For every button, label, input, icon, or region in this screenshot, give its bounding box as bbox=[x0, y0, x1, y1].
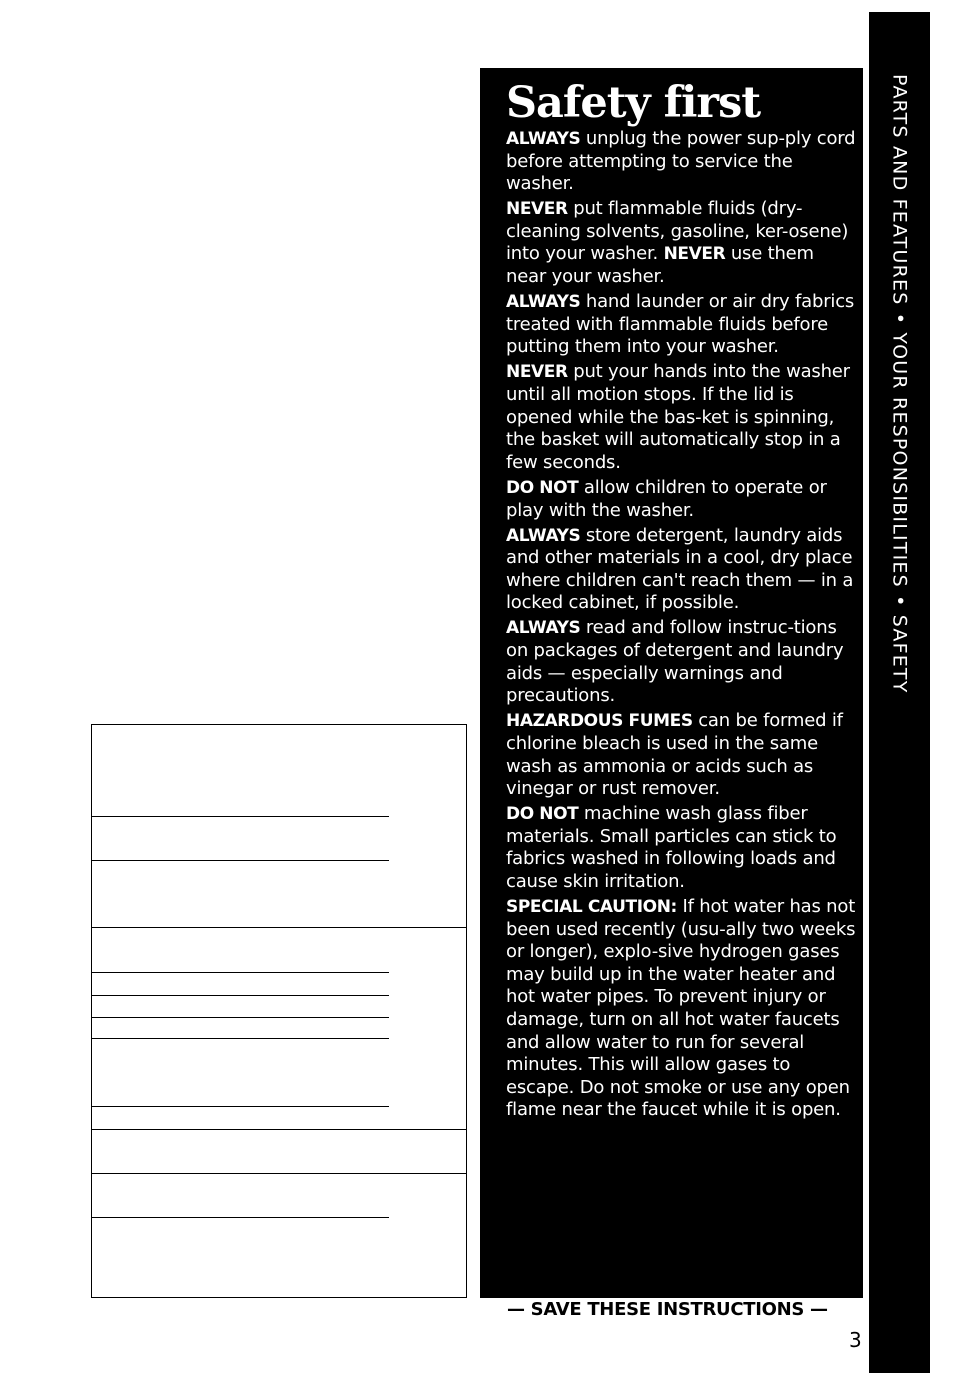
safety-item-text: use them near your washer. bbox=[506, 243, 814, 288]
safety-item-lead: NEVER bbox=[506, 362, 568, 383]
safety-first-panel bbox=[480, 68, 863, 1298]
form-line bbox=[92, 816, 389, 817]
safety-item bbox=[506, 128, 857, 196]
safety-item-lead: ALWAYS bbox=[506, 618, 581, 639]
safety-item-lead: SPECIAL CAUTION: bbox=[506, 897, 677, 918]
safety-item bbox=[506, 361, 857, 474]
form-line bbox=[92, 1217, 389, 1218]
form-line bbox=[92, 972, 389, 973]
safety-item-text: If hot water has not been used recently (usu-ally two weeks or longer), explo-sive hydrogen gases may build up in the water heater and hot water pipes. To prevent injury or damage, turn on all hot water faucets and allow water to run for several minutes. This will allow gases to escape. Do not smoke or use any open flame near the faucet while it is open. bbox=[506, 896, 856, 1121]
safety-item-text: unplug the power sup-ply cord before attempting to service the washer. bbox=[506, 128, 856, 195]
safety-item-lead: NEVER bbox=[663, 244, 726, 265]
safety-item bbox=[506, 896, 857, 1122]
page-number: 3 bbox=[849, 1328, 862, 1352]
save-instructions-note: — SAVE THESE INSTRUCTIONS — bbox=[507, 1299, 828, 1320]
safety-item-text: read and follow instruc-tions on packages of detergent and laundry aids — especially warnings and precautions. bbox=[506, 617, 844, 707]
safety-item-lead: ALWAYS bbox=[506, 129, 581, 149]
safety-item bbox=[506, 710, 857, 800]
safety-item bbox=[506, 198, 857, 288]
safety-item-lead: DO NOT bbox=[506, 477, 579, 498]
form-line bbox=[92, 1106, 389, 1107]
side-tab-label-wrapper bbox=[869, 12, 930, 734]
safety-item bbox=[506, 291, 857, 359]
safety-item-text: can be formed if chlorine bleach is used in the same wash as ammonia or acids such as vinegar or rust remover. bbox=[506, 710, 843, 800]
form-line bbox=[92, 860, 389, 861]
safety-item-text: put flammable fluids (dry-cleaning solvents, gasoline, ker-osene) into your washer. bbox=[506, 198, 849, 265]
safety-item bbox=[506, 477, 857, 522]
safety-item-lead: ALWAYS bbox=[506, 292, 581, 313]
safety-item bbox=[506, 617, 857, 707]
section-side-tab bbox=[869, 12, 930, 1373]
form-line bbox=[92, 927, 466, 928]
safety-item-lead: NEVER bbox=[506, 199, 568, 220]
form-line bbox=[92, 995, 389, 996]
page-title: Safety first bbox=[506, 78, 761, 128]
safety-item-text: allow children to operate or play with the washer. bbox=[506, 476, 827, 521]
safety-item-lead: HAZARDOUS FUMES bbox=[506, 711, 693, 732]
blank-form-box bbox=[91, 724, 467, 1298]
form-line bbox=[92, 1173, 466, 1174]
safety-item-text: put your hands into the washer until all motion stops. If the lid is opened while the bas-ket is spinning, the basket will automatically stop in a few seconds. bbox=[506, 361, 850, 473]
safety-item-text: machine wash glass fiber materials. Small particles can stick to fabrics washed in following loads and cause skin irritation. bbox=[506, 803, 837, 892]
safety-item-lead: ALWAYS bbox=[506, 525, 581, 546]
side-tab-label: PARTS AND FEATURES • YOUR RESPONSIBILITIES • SAFETY bbox=[888, 74, 911, 694]
form-line bbox=[92, 1017, 389, 1018]
safety-item-text: store detergent, laundry aids and other materials in a cool, dry place where children can't reach them — in a locked cabinet, if possible. bbox=[506, 524, 854, 614]
safety-item bbox=[506, 525, 857, 615]
safety-item bbox=[506, 803, 857, 893]
form-line bbox=[92, 1038, 389, 1039]
form-line bbox=[92, 1129, 466, 1130]
safety-item-lead: DO NOT bbox=[506, 804, 579, 825]
safety-item-text: hand launder or air dry fabrics treated with flammable fluids before putting them into your washer. bbox=[506, 291, 855, 358]
